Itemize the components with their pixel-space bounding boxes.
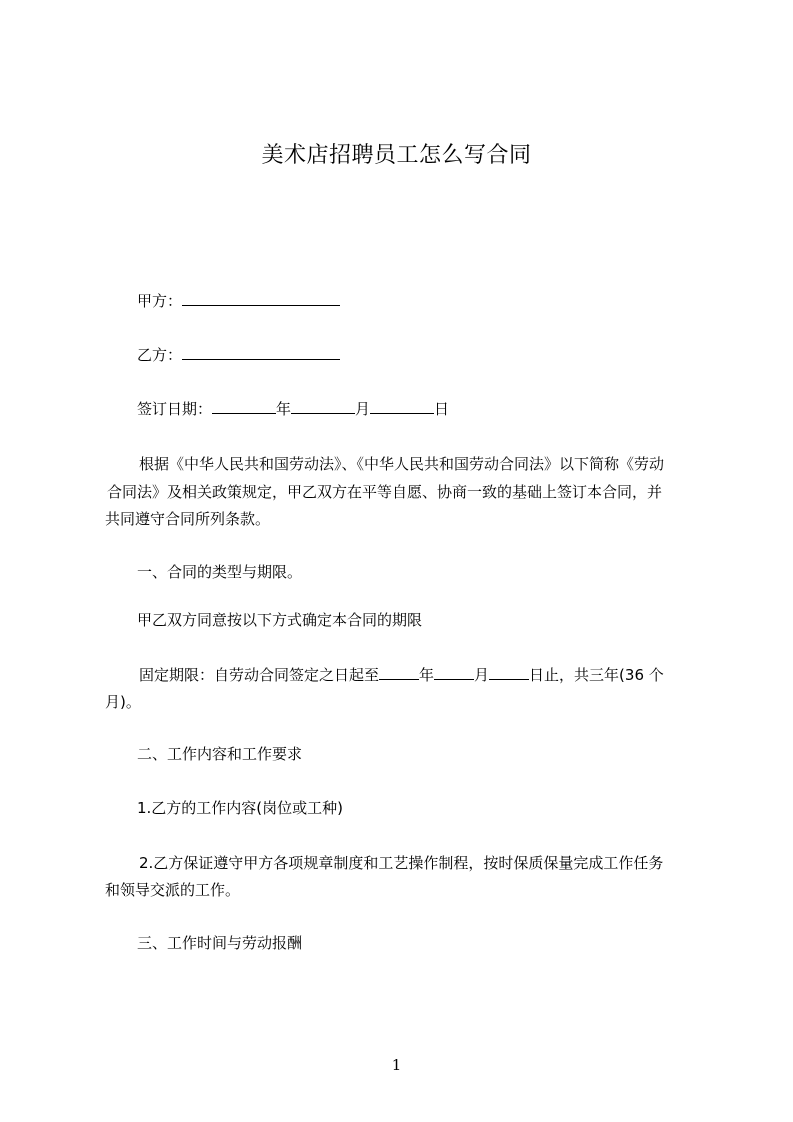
sign-year-blank xyxy=(212,399,276,414)
sign-year-unit: 年 xyxy=(276,400,292,418)
fixed-term-text-a: 固定期限：自劳动合同签定之日起至 xyxy=(139,666,380,684)
section2-item-1: 1.乙方的工作内容(岗位或工种) xyxy=(137,799,344,817)
fixed-term-month-unit: 月 xyxy=(474,666,490,684)
party-a-line xyxy=(137,291,737,311)
preamble-line-2: 合同法》及相关政策规定，甲乙双方在平等自愿、协商一致的基础上签订本合同，并 xyxy=(107,483,663,501)
page-number: 1 xyxy=(391,1056,402,1074)
fixed-term-month-blank xyxy=(434,665,474,680)
section3-heading: 三、工作时间与劳动报酬 xyxy=(137,934,303,952)
fixed-term-line-1 xyxy=(139,665,739,685)
section2-item-2-line-1: 2.乙方保证遵守甲方各项规章制度和工艺操作制程，按时保质保量完成工作任务 xyxy=(139,854,664,872)
sign-day-unit: 日 xyxy=(434,400,450,418)
preamble-line-3: 共同遵守合同所列条款。 xyxy=(105,510,271,528)
fixed-term-line-2: 月)。 xyxy=(105,693,141,711)
section2-heading: 二、工作内容和工作要求 xyxy=(137,745,303,763)
section1-heading: 一、合同的类型与期限。 xyxy=(137,563,303,581)
document-title: 美术店招聘员工怎么写合同 xyxy=(261,143,532,168)
sign-date-label: 签订日期： xyxy=(137,400,213,418)
party-b-blank xyxy=(182,345,340,360)
party-a-blank xyxy=(182,291,340,306)
fixed-term-year-unit: 年 xyxy=(419,666,435,684)
party-b-label: 乙方： xyxy=(137,346,183,364)
section1-paragraph: 甲乙双方同意按以下方式确定本合同的期限 xyxy=(137,611,423,629)
section2-item-2-line-2: 和领导交派的工作。 xyxy=(105,881,241,899)
party-b-line xyxy=(137,345,737,365)
sign-date-line xyxy=(137,399,737,419)
sign-month-blank xyxy=(291,399,355,414)
sign-month-unit: 月 xyxy=(355,400,371,418)
fixed-term-day-blank xyxy=(489,665,529,680)
sign-day-blank xyxy=(370,399,434,414)
fixed-term-year-blank xyxy=(379,665,419,680)
party-a-label: 甲方： xyxy=(137,292,183,310)
preamble-line-1: 根据《中华人民共和国劳动法》、《中华人民共和国劳动合同法》以下简称《劳动 xyxy=(139,455,665,473)
fixed-term-text-b: 日止，共三年(36 个 xyxy=(529,666,664,684)
